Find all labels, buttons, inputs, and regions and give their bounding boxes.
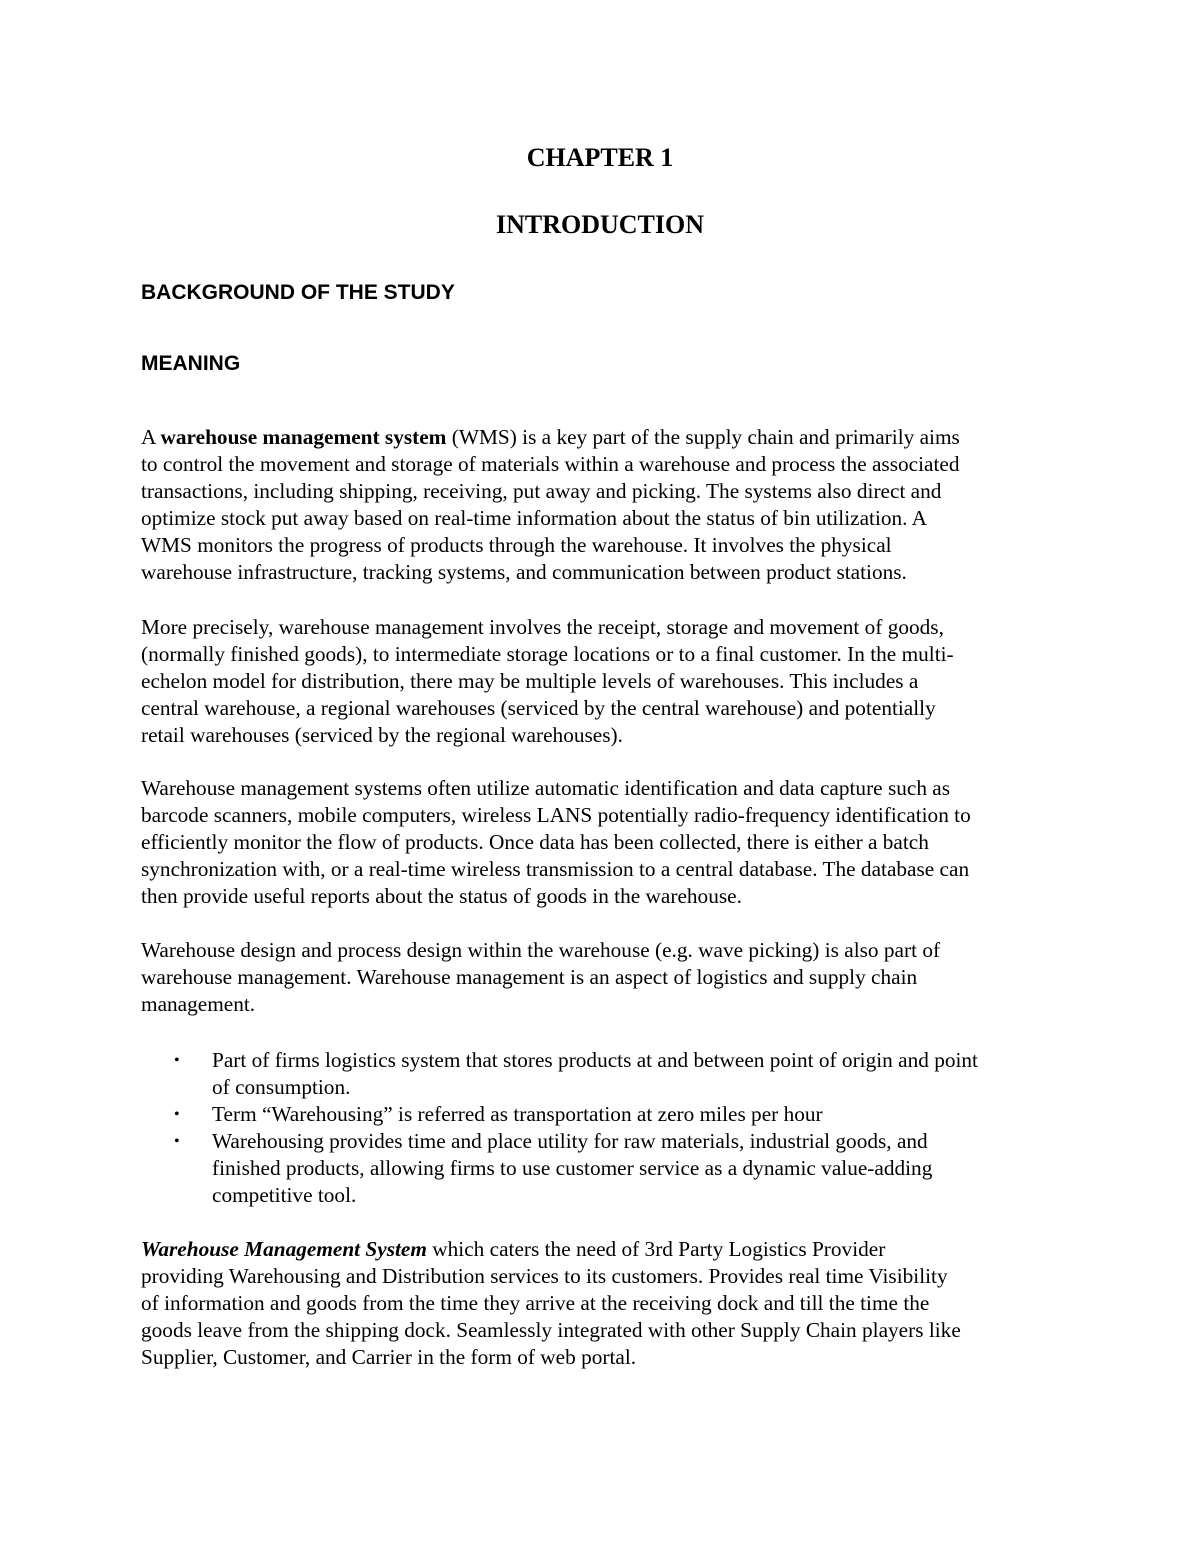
bullet-line: Part of firms logistics system that stores products at and between point of origin and point: [212, 1048, 978, 1072]
bullet-item: [170, 1101, 1070, 1128]
paragraph-line: of information and goods from the time they arrive at the receiving dock and till the time the: [141, 1291, 930, 1315]
paragraph-line: More precisely, warehouse management involves the receipt, storage and movement of goods,: [141, 615, 944, 639]
paragraph-wms-definition: [141, 424, 1066, 586]
paragraph-line: optimize stock put away based on real-time information about the status of bin utilization. A: [141, 506, 928, 530]
paragraph-line: goods leave from the shipping dock. Seamlessly integrated with other Supply Chain players like: [141, 1318, 961, 1342]
paragraph-line: warehouse infrastructure, tracking systems, and communication between product stations.: [141, 560, 907, 584]
paragraph-line: management.: [141, 992, 256, 1016]
key-term: warehouse management system: [160, 425, 447, 449]
paragraph-warehouse-management: [141, 614, 1066, 749]
bullet-icon: •: [174, 1133, 180, 1150]
paragraph-line: Warehouse design and process design within the warehouse (e.g. wave picking) is also part of: [141, 938, 941, 962]
paragraph-line: echelon model for distribution, there may be multiple levels of warehouses. This includes a: [141, 669, 919, 693]
chapter-number: CHAPTER 1: [526, 143, 674, 172]
paragraph-line: efficiently monitor the flow of products. Once data has been collected, there is either a batch: [141, 830, 929, 854]
paragraph-line: Warehouse management systems often utilize automatic identification and data capture such as: [141, 776, 951, 800]
paragraph-data-capture: [141, 775, 1066, 910]
section-heading-meaning: MEANING: [141, 352, 241, 375]
paragraph-line: then provide useful reports about the status of goods in the warehouse.: [141, 884, 742, 908]
paragraph-line: warehouse management. Warehouse management is an aspect of logistics and supply chain: [141, 965, 918, 989]
bullet-line: Term “Warehousing” is referred as transportation at zero miles per hour: [212, 1102, 823, 1126]
bullet-item: [170, 1128, 1070, 1209]
section-heading-background: BACKGROUND OF THE STUDY: [141, 281, 455, 304]
bullet-line: finished products, allowing firms to use customer service as a dynamic value-adding: [212, 1156, 933, 1180]
paragraph-line: retail warehouses (serviced by the regional warehouses).: [141, 723, 623, 747]
paragraph-line: synchronization with, or a real-time wireless transmission to a central database. The database can: [141, 857, 970, 881]
paragraph-line-rest: (WMS) is a key part of the supply chain and primarily aims: [446, 425, 960, 449]
bullet-line: Warehousing provides time and place utility for raw materials, industrial goods, and: [212, 1129, 928, 1153]
paragraph-line: WMS monitors the progress of products through the warehouse. It involves the physical: [141, 533, 892, 557]
chapter-title: INTRODUCTION: [495, 210, 705, 239]
paragraph-line: Supplier, Customer, and Carrier in the form of web portal.: [141, 1345, 637, 1369]
paragraph-line: providing Warehousing and Distribution services to its customers. Provides real time Visibility: [141, 1264, 948, 1288]
paragraph-line-rest: which caters the need of 3rd Party Logistics Provider: [426, 1237, 886, 1261]
paragraph-wms-3pl: [141, 1236, 1066, 1371]
paragraph-line: [141, 1236, 1066, 1263]
paragraph-line: [141, 424, 1066, 451]
bullet-line: of consumption.: [212, 1075, 351, 1099]
bullet-line: competitive tool.: [212, 1183, 357, 1207]
bullet-item: [170, 1047, 1070, 1101]
paragraph-warehouse-design: [141, 937, 1066, 1018]
bullet-icon: •: [174, 1106, 180, 1123]
bullet-icon: •: [174, 1052, 180, 1069]
bullet-list: [170, 1047, 1070, 1209]
paragraph-line: (normally finished goods), to intermediate storage locations or to a final customer. In the multi-: [141, 642, 954, 666]
paragraph-line: barcode scanners, mobile computers, wireless LANS potentially radio-frequency identification to: [141, 803, 971, 827]
paragraph-lead: A: [141, 425, 161, 449]
paragraph-line: transactions, including shipping, receiving, put away and picking. The systems also direct and: [141, 479, 942, 503]
paragraph-line: central warehouse, a regional warehouses (serviced by the central warehouse) and potentially: [141, 696, 936, 720]
key-term: Warehouse Management System: [141, 1237, 427, 1261]
paragraph-line: to control the movement and storage of materials within a warehouse and process the associated: [141, 452, 960, 476]
